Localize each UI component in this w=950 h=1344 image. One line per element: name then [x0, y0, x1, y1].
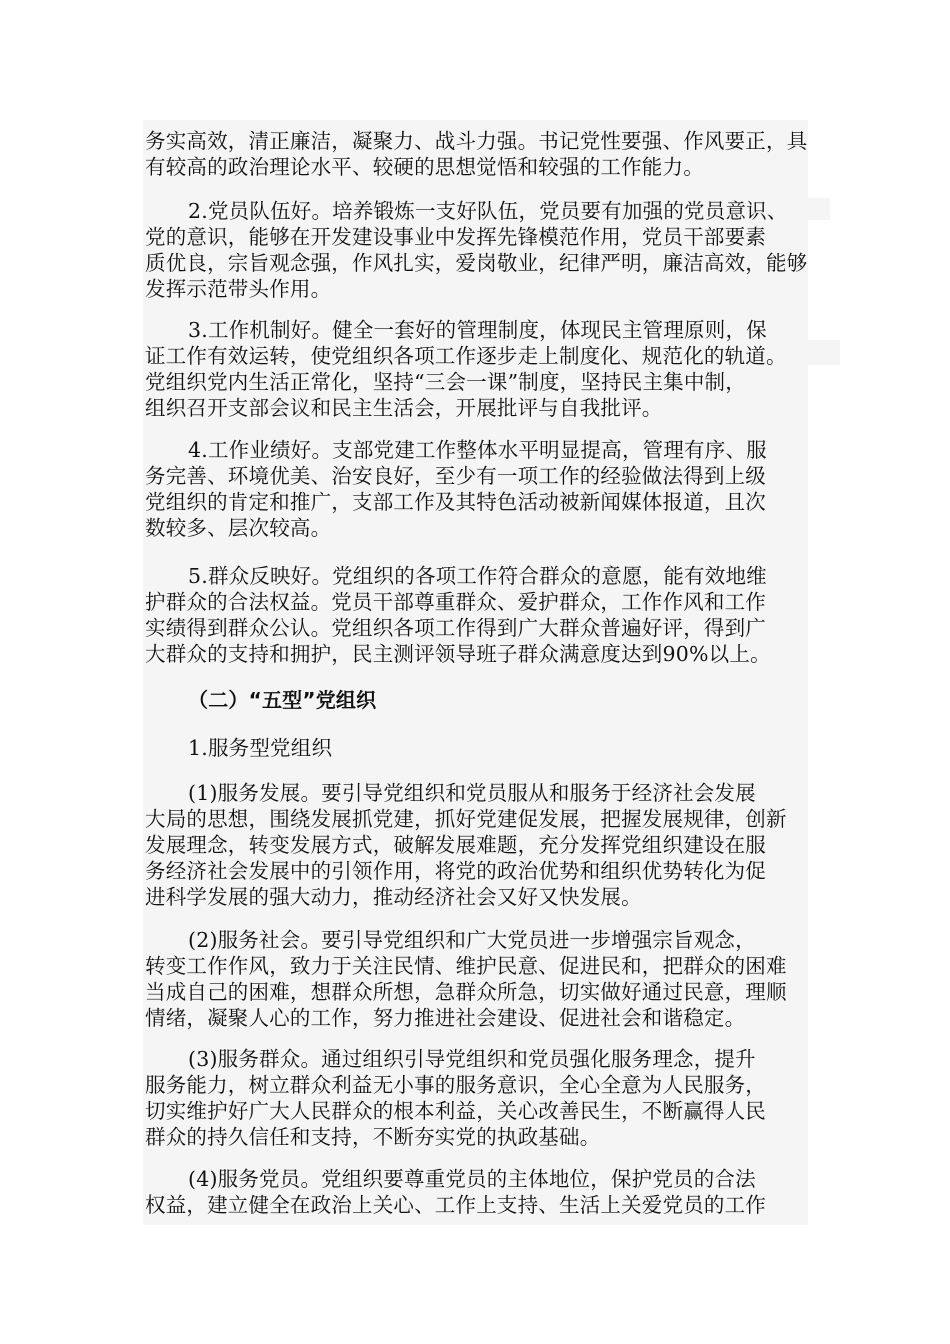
subheading-service-type: 1.服务型党组织 — [188, 736, 333, 760]
text-line: 党的意识，能够在开发建设事业中发挥先锋模范作用，党员干部要素 — [145, 225, 766, 249]
text-line: 群众的持久信任和支持，不断夯实党的执政基础。 — [145, 1125, 601, 1149]
text-line: (3)服务群众。通过组织引导党组织和党员强化服务理念，提升 — [188, 1047, 756, 1071]
text-line: 质优良，宗旨观念强，作风扎实，爱岗敬业，纪律严明，廉洁高效，能够 — [145, 251, 808, 275]
paragraph-serve-masses — [145, 1046, 810, 1150]
text-line: 切实维护好广大人民群众的根本利益，关心改善民生，不断赢得人民 — [145, 1099, 766, 1123]
text-line: 权益，建立健全在政治上关心、工作上支持、生活上关爱党员的工作 — [145, 1193, 766, 1217]
text-line: 务经济社会发展中的引领作用，将党的政治优势和组织优势转化为促 — [145, 859, 766, 883]
text-line: 服务能力，树立群众利益无小事的服务意识，全心全意为人民服务， — [145, 1073, 766, 1097]
text-line: 数较多、层次较高。 — [145, 516, 332, 540]
text-line: 党组织的肯定和推广，支部工作及其特色活动被新闻媒体报道，且次 — [145, 490, 766, 514]
paragraph-serve-party-members — [145, 1166, 810, 1218]
heading-five-types: （二）“五型”党组织 — [188, 688, 377, 712]
text-line: 转变工作作风，致力于关注民情、维护民意、促进民和，把群众的困难 — [145, 954, 787, 978]
paragraph-work-mechanism — [145, 317, 810, 421]
text-line: 情绪，凝聚人心的工作，努力推进社会建设、促进社会和谐稳定。 — [145, 1006, 746, 1030]
text-line: 实绩得到群众公认。党组织各项工作得到广大群众普遍好评，得到广 — [145, 616, 766, 640]
text-line: (4)服务党员。党组织要尊重党员的主体地位，保护党员的合法 — [188, 1167, 756, 1191]
text-line: 发挥示范带头作用。 — [145, 277, 332, 301]
sub-heading — [145, 735, 810, 761]
paragraph-serve-development — [145, 780, 810, 910]
text-line: 2.党员队伍好。培养锻炼一支好队伍，党员要有加强的党员意识、 — [188, 199, 788, 223]
paragraph-public-response — [145, 563, 810, 667]
text-line: (2)服务社会。要引导党组织和广大党员进一步增强宗旨观念， — [188, 928, 756, 952]
text-line: (1)服务发展。要引导党组织和党员服从和服务于经济社会发展 — [188, 781, 756, 805]
text-line: 证工作有效运转，使党组织各项工作逐步走上制度化、规范化的轨道。 — [145, 344, 787, 368]
text-line: 大群众的支持和拥护，民主测评领导班子群众满意度达到90%以上。 — [145, 642, 771, 666]
paragraph-serve-society — [145, 927, 810, 1031]
text-line: 有较高的政治理论水平、较硬的思想觉悟和较强的工作能力。 — [145, 155, 704, 179]
shade-region — [808, 198, 830, 220]
paragraph-work-performance — [145, 437, 810, 541]
paragraph-continuation — [145, 128, 810, 180]
text-line: 3.工作机制好。健全一套好的管理制度，体现民主管理原则，保 — [188, 318, 767, 342]
text-line: 发展理念，转变发展方式，破解发展难题，充分发挥党组织建设在服 — [145, 833, 766, 857]
text-line: 务实高效，清正廉洁，凝聚力、战斗力强。书记党性要强、作风要正，具 — [145, 129, 808, 153]
text-line: 5.群众反映好。党组织的各项工作符合群众的意愿，能有效地维 — [188, 564, 767, 588]
text-line: 进科学发展的强大动力，推动经济社会又好又快发展。 — [145, 885, 642, 909]
text-line: 4.工作业绩好。支部党建工作整体水平明显提高，管理有序、服 — [188, 438, 767, 462]
text-line: 护群众的合法权益。党员干部尊重群众、爱护群众，工作作风和工作 — [145, 590, 766, 614]
text-line: 组织召开支部会议和民主生活会，开展批评与自我批评。 — [145, 396, 663, 420]
paragraph-party-member-team — [145, 198, 810, 302]
shade-region — [808, 340, 840, 365]
text-line: 当成自己的困难，想群众所想，急群众所急，切实做好通过民意，理顺 — [145, 980, 787, 1004]
text-line: 党组织党内生活正常化，坚持“三会一课”制度，坚持民主集中制， — [145, 370, 746, 394]
text-line: 大局的思想，围绕发展抓党建，抓好党建促发展，把握发展规律，创新 — [145, 807, 787, 831]
section-heading — [145, 687, 810, 713]
text-line: 务完善、环境优美、治安良好，至少有一项工作的经验做法得到上级 — [145, 464, 766, 488]
